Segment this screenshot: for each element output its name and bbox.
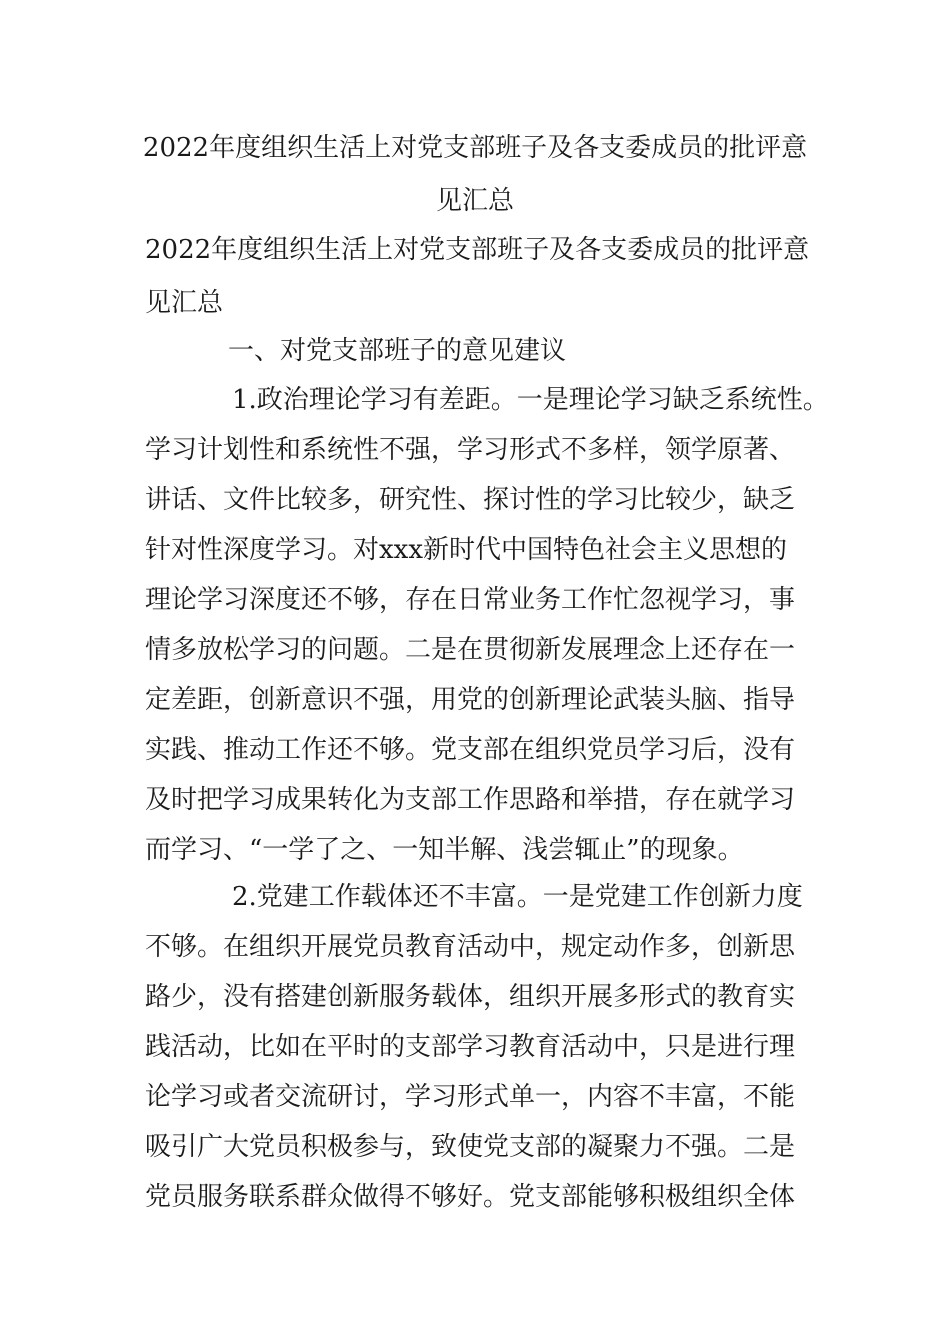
paragraph-1-line: 及时把学习成果转化为支部工作思路和举措，存在就学习	[145, 785, 796, 815]
paragraph-1-line: 情多放松学习的问题。二是在贯彻新发展理念上还存在一	[145, 635, 796, 665]
paragraph-1-line: 学习计划性和系统性不强，学习形式不多样，领学原著、	[145, 435, 796, 465]
document-title-centered	[140, 128, 810, 221]
section-heading: 一、对党支部班子的意见建议	[228, 336, 567, 366]
document-title-repeat	[145, 230, 815, 323]
title-repeat-line-2: 见汇总	[145, 288, 224, 318]
paragraph-1-line: 针对性深度学习。对xxx新时代中国特色社会主义思想的	[145, 535, 787, 565]
paragraph-1-line: 而学习、“一学了之、一知半解、浅尝辄止”的现象。	[145, 835, 744, 865]
paragraph-1-line: 1.政治理论学习有差距。一是理论学习缺乏系统性。	[232, 385, 829, 415]
paragraph-2-line: 践活动，比如在平时的支部学习教育活动中，只是进行理	[145, 1032, 796, 1062]
paragraph-2-line: 论学习或者交流研讨，学习形式单一，内容不丰富，不能	[145, 1082, 796, 1112]
title-repeat-line-1: 2022年度组织生活上对党支部班子及各支委成员的批评意	[145, 235, 810, 265]
paragraph-1-line: 实践、推动工作还不够。党支部在组织党员学习后，没有	[145, 735, 796, 765]
title-line-1: 2022年度组织生活上对党支部班子及各支委成员的批评意	[142, 133, 808, 163]
paragraph-2-line: 不够。在组织开展党员教育活动中，规定动作多，创新思	[145, 932, 796, 962]
paragraph-2-line: 路少，没有搭建创新服务载体，组织开展多形式的教育实	[145, 982, 796, 1012]
paragraph-1-line: 理论学习深度还不够，存在日常业务工作忙忽视学习，事	[145, 585, 796, 615]
paragraph-1-line: 讲话、文件比较多，研究性、探讨性的学习比较少，缺乏	[145, 485, 796, 515]
paragraph-1-line: 定差距，创新意识不强，用党的创新理论武装头脑、指导	[145, 685, 796, 715]
paragraph-2-line: 2.党建工作载体还不丰富。一是党建工作创新力度	[232, 882, 803, 912]
title-line-2: 见汇总	[435, 186, 514, 216]
paragraph-2-line: 党员服务联系群众做得不够好。党支部能够积极组织全体	[145, 1182, 796, 1212]
paragraph-2-line: 吸引广大党员积极参与，致使党支部的凝聚力不强。二是	[145, 1132, 796, 1162]
